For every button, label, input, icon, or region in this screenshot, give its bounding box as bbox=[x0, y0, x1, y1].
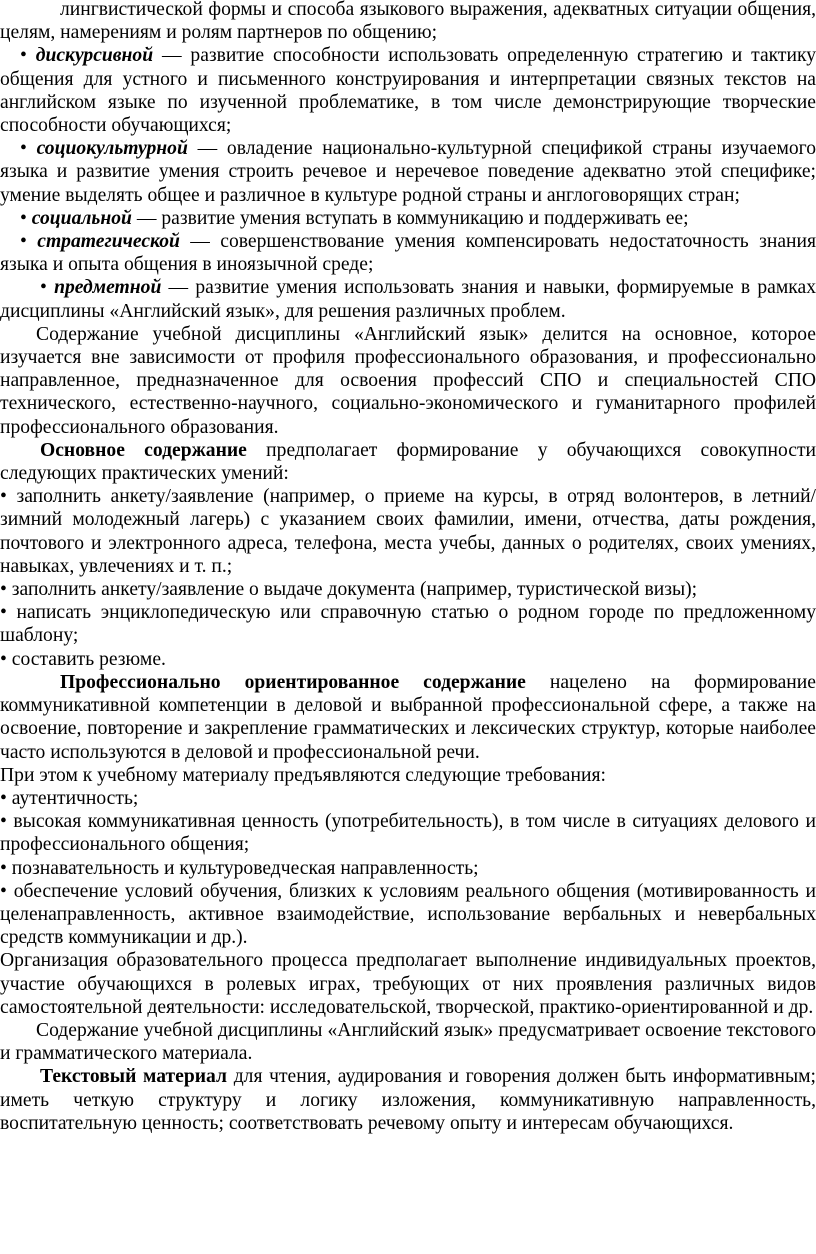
bullet-icon bbox=[20, 208, 32, 229]
competence-item-subject bbox=[0, 276, 816, 322]
list-item bbox=[0, 880, 816, 950]
bullet-icon bbox=[0, 602, 17, 623]
bullet-icon bbox=[0, 788, 12, 809]
list-item bbox=[0, 601, 816, 647]
organization-paragraph bbox=[0, 949, 816, 1019]
basic-content-text: предполагает формирование у обучающихся совокупности следующих практических умений: bbox=[0, 439, 816, 485]
bullet-icon bbox=[0, 486, 16, 507]
list-item-text: заполнить анкету/заявление (например, о приеме на курсы, в отряд волонтеров, в летний/зимний молодежный лагерь) с указанием своих фамилии, имени, отчества, даты рождения, почтового и электронного адреса, телефона, места учебы, данных о родителях, своих умениях, навыках, увлечениях и т. п.; bbox=[0, 486, 816, 577]
intro-paragraph bbox=[0, 0, 816, 44]
list-item bbox=[0, 810, 816, 856]
competence-text: — совершенствование умения компенсировать недостаточность знания языка и опыта общения в иноязычной среде; bbox=[0, 231, 816, 276]
bullet-icon bbox=[0, 881, 14, 902]
bullet-icon bbox=[0, 649, 12, 670]
competence-item-sociocultural bbox=[0, 137, 816, 207]
text-material-heading: Текстовый материал bbox=[40, 1066, 228, 1088]
competence-text: — развитие способности использовать определенную стратегию и тактику общения для устного и письменного конструирования и интерпретации связных текстов на английском языке по изученной проблематике, в том числе демонстрирующие творческие способности обучающихся; bbox=[0, 45, 816, 137]
list-item bbox=[0, 857, 816, 880]
list-item-text: написать энциклопедическую или справочную статью о родном городе по предложенному шаблону; bbox=[0, 602, 816, 647]
list-item bbox=[0, 787, 816, 810]
list-item-text: составить резюме. bbox=[11, 648, 166, 670]
list-item-text: высокая коммуникативная ценность (употребительность), в том числе в ситуациях делового и профессионального общения; bbox=[0, 811, 816, 856]
list-item bbox=[0, 485, 816, 578]
bullet-icon bbox=[0, 811, 13, 832]
professional-content-paragraph bbox=[0, 671, 816, 764]
text-material-paragraph bbox=[0, 1065, 816, 1135]
intro-text: лингвистической формы и способа языкового выражения, адекватных ситуации общения, целям, намерениям и ролям партнеров по общению; bbox=[0, 0, 816, 44]
text-material-text: для чтения, аудирования и говорения должен быть информативным; иметь четкую структуру и логику изложения, коммуникативную направленность, воспитательную ценность; соответствовать речевому опыту и интересам обучающихся. bbox=[0, 1066, 816, 1134]
bullet-icon bbox=[20, 138, 37, 159]
competence-term: предметной bbox=[54, 277, 162, 299]
bullet-icon bbox=[20, 231, 37, 252]
list-item bbox=[0, 648, 816, 671]
organization-text: Организация образовательного процесса предполагает выполнение индивидуальных проектов, участие обучающихся в ролевых играх, требующих от них проявления различных видов самостоятельной деятельности: исследовательской, творческой, практико-ориентированной и др. bbox=[0, 950, 816, 1018]
list-item-text: познавательность и культуроведческая направленность; bbox=[11, 857, 479, 879]
bullet-icon bbox=[0, 858, 12, 879]
list-item-text: обеспечение условий обучения, близких к условиям реального общения (мотивированность и целенаправленность, активное взаимодействие, использование вербальных и невербальных средств коммуникации и др.). bbox=[0, 880, 816, 949]
competence-term: стратегической bbox=[37, 231, 180, 253]
competence-term: социальной bbox=[31, 207, 132, 229]
competence-item-discursive bbox=[0, 44, 816, 137]
competence-item-social bbox=[0, 207, 816, 230]
professional-content-text: нацелено на формирование коммуникативной компетенции в деловой и выбранной профессиональной сфере, а также на освоение, повторение и закрепление грамматических и лексических структур, которые наиболее часто используются в деловой и профессиональной речи. bbox=[0, 671, 816, 763]
requirements-intro bbox=[0, 764, 816, 787]
competence-term: социокультурной bbox=[36, 138, 188, 160]
professional-content-heading: Профессионально ориентированное содержание bbox=[60, 671, 526, 693]
competence-text: — развитие умения использовать знания и навыки, формируемые в рамках дисциплины «Английский язык», для решения различных проблем. bbox=[0, 277, 816, 322]
competence-text: — развитие умения вступать в коммуникацию и поддерживать ее; bbox=[131, 207, 689, 229]
content-provides-paragraph bbox=[0, 1019, 816, 1065]
bullet-icon bbox=[20, 45, 36, 66]
bullet-icon bbox=[40, 277, 54, 298]
basic-content-paragraph bbox=[0, 439, 816, 485]
basic-content-heading: Основное содержание bbox=[40, 439, 247, 461]
list-item bbox=[0, 578, 816, 601]
competence-item-strategic bbox=[0, 230, 816, 276]
list-item-text: заполнить анкету/заявление о выдаче документа (например, туристической визы); bbox=[11, 579, 698, 601]
requirements-intro-text: При этом к учебному материалу предъявляются следующие требования: bbox=[0, 764, 606, 786]
content-intro-text: Содержание учебной дисциплины «Английский язык» делится на основное, которое изучается вне зависимости от профиля профессионального образования, и профессионально направленное, предназначенное для освоения профессий СПО и специальностей СПО технического, естественно-научного, социально-экономического и гуманитарного профилей профессионального образования. bbox=[0, 323, 816, 438]
competence-term: дискурсивной bbox=[35, 45, 154, 67]
content-provides-text: Содержание учебной дисциплины «Английский язык» предусматривает освоение текстового и грамматического материала. bbox=[0, 1019, 816, 1065]
bullet-icon bbox=[0, 579, 12, 600]
content-intro-paragraph bbox=[0, 323, 816, 439]
list-item-text: аутентичность; bbox=[11, 787, 139, 809]
competence-text: — овладение национально-культурной спецификой страны изучаемого языка и развитие умения строить речевое и неречевое поведение адекватно этой специфике; умение выделять общее и различное в культуре родной страны и англоговорящих стран; bbox=[0, 138, 816, 206]
